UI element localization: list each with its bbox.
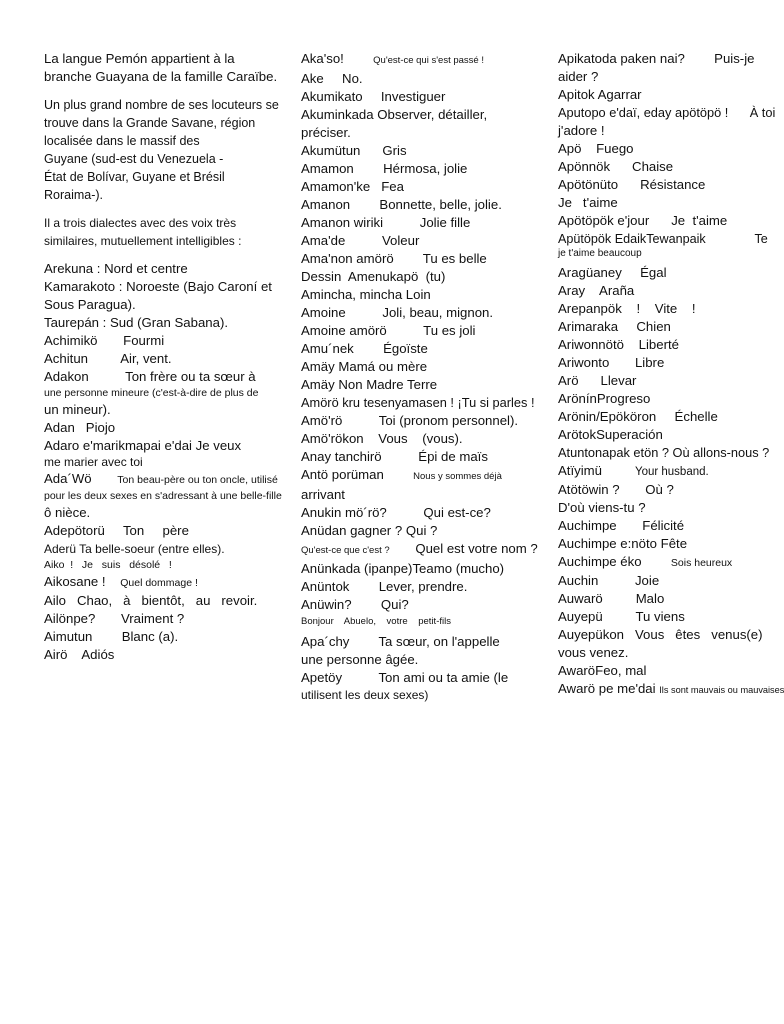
entry: Achimikö Fourmi: [44, 333, 165, 348]
entry: Ama'non amörö Tu es belle: [301, 251, 487, 266]
entry: Amincha, mincha Loin: [301, 287, 431, 302]
entry: Arönin/Epököron Échelle: [558, 409, 718, 424]
entry-continuation: utilisent les deux sexes): [301, 688, 429, 702]
entry: ArönínProgreso: [558, 391, 651, 406]
entry: Auchimpe éko Sois heureux: [558, 554, 733, 569]
entry: Adan Piojo: [44, 420, 116, 435]
entry: Awarö pe me'dai Ils sont mauvais ou mauvaises: [558, 681, 784, 696]
dialect-arekuna: Arekuna : Nord et centre: [44, 261, 188, 276]
entry: Apötönüto Résistance: [558, 177, 706, 192]
entry: Ada´Wö Ton beau-père ou ton oncle, utilisé: [44, 471, 278, 486]
entry: Amö'rökon Vous (vous).: [301, 431, 463, 446]
entry: Atuntonapak etön ? Où allons-nous ?: [558, 445, 770, 460]
entry: Ailönpe? Vraiment ?: [44, 611, 185, 626]
entry-continuation: me marier avec toi: [44, 455, 143, 469]
entry: Akuminkada Observer, détailler,: [301, 107, 488, 122]
entry: Bonjour Abuelo, votre petit-fils: [301, 616, 451, 627]
intro-paragraph-3: Il a trois dialectes avec des voix très similaires, mutuellement intelligibles :: [44, 216, 242, 248]
entry: Ama'de Voleur: [301, 233, 420, 248]
entry: Dessin Amenukapö (tu): [301, 269, 446, 284]
entry-continuation: ô nièce.: [44, 505, 91, 520]
entry: Atïyimü Your husband.: [558, 463, 709, 478]
entry-continuation: pour les deux sexes en s'adressant à une belle-fille: [44, 490, 282, 502]
entry: Auchin Joie: [558, 573, 660, 588]
entry: Qu'est-ce que c'est ? Quel est votre nom ?: [301, 541, 538, 556]
entry-continuation: une personne âgée.: [301, 652, 419, 667]
entry-continuation: une personne mineure (c'est-à-dire de plus de: [44, 387, 259, 399]
entry: Apö Fuego: [558, 141, 634, 156]
entry: Ailo Chao, à bientôt, au revoir.: [44, 593, 258, 608]
entry: Apötöpök e'jour Je t'aime: [558, 213, 728, 228]
entry-continuation: je t'aime beaucoup: [558, 248, 642, 259]
entry: Apitok Agarrar: [558, 87, 642, 102]
entry: Anüntok Lever, prendre.: [301, 579, 468, 594]
entry: AwaröFeo, mal: [558, 663, 647, 678]
dialect-kamarakoto: Kamarakoto : Noroeste (Bajo Caroní et Sous Paragua).: [44, 279, 272, 312]
entry: Anünkada (ipanpe)Teamo (mucho): [301, 561, 505, 576]
entry: Aputopo e'daï, eday apötöpö ! À toi: [558, 105, 776, 120]
entry: Aray Araña: [558, 283, 635, 298]
entry: Auyepü Tu viens: [558, 609, 685, 624]
entry: Adepötorü Ton père: [44, 523, 189, 538]
entry: Aragüaney Égal: [558, 265, 667, 280]
entry: Anüdan gagner ? Qui ?: [301, 523, 438, 538]
entry-continuation: un mineur).: [44, 402, 111, 417]
entry: Anüwin? Qui?: [301, 597, 409, 612]
entry: Ariwonto Libre: [558, 355, 665, 370]
dialect-taurepan: Taurepán : Sud (Gran Sabana).: [44, 315, 229, 330]
entry: Amoine Joli, beau, mignon.: [301, 305, 494, 320]
entry: Aderü Ta belle-soeur (entre elles).: [44, 542, 225, 556]
entry-continuation: vous venez.: [558, 645, 629, 660]
entry: Ake No.: [301, 71, 363, 86]
entry-continuation: arrivant: [301, 487, 345, 502]
entry: Amamon'ke Fea: [301, 179, 404, 194]
entry: Aikosane ! Quel dommage !: [44, 574, 198, 589]
entry: Apönnök Chaise: [558, 159, 674, 174]
entry: Ariwonnötö Liberté: [558, 337, 679, 352]
entry: Arö Llevar: [558, 373, 637, 388]
entry: Amanon Bonnette, belle, jolie.: [301, 197, 502, 212]
intro-paragraph-2: Un plus grand nombre de ses locuteurs se trouve dans la Grande Savane, région localisée dans le massif des Guyane (sud-est du Venezuela - État de Bolívar, Guyane et Brésil Roraima-).: [44, 98, 279, 202]
entry: ArötokSuperación: [558, 427, 663, 442]
entry: Apetöy Ton ami ou ta amie (le: [301, 670, 509, 685]
entry: Auchimpe Félicité: [558, 518, 685, 533]
entry-continuation: aider ?: [558, 69, 599, 84]
entry: Amamon Hérmosa, jolie: [301, 161, 468, 176]
intro-paragraph-1: La langue Pemón appartient à la branche Guayana de la famille Caraïbe.: [44, 51, 278, 84]
entry: Aka'so! Qu'est-ce qui s'est passé !: [301, 51, 484, 66]
entry: Antö porüman Nous y sommes déjà: [301, 467, 502, 482]
column-3: [558, 50, 784, 699]
entry: Apa´chy Ta sœur, on l'appelle: [301, 634, 500, 649]
entry: Adakon Ton frère ou ta sœur à: [44, 369, 256, 384]
entry: Arepanpök ! Vite !: [558, 301, 696, 316]
entry: D'où viens-tu ?: [558, 500, 646, 515]
entry: Amäy Non Madre Terre: [301, 377, 438, 392]
entry: Anukin mö´rö? Qui est-ce?: [301, 505, 491, 520]
entry: Amö'rö Toi (pronom personnel).: [301, 413, 519, 428]
entry: Amörö kru tesenyamasen ! ¡Tu si parles !: [301, 395, 535, 410]
entry: Amanon wiriki Jolie fille: [301, 215, 471, 230]
entry-continuation: préciser.: [301, 125, 351, 140]
entry: Arimaraka Chien: [558, 319, 671, 334]
entry: Airö Adiós: [44, 647, 115, 662]
entry: Aiko ! Je suis désolé !: [44, 559, 172, 571]
entry: Auyepükon Vous êtes venus(e): [558, 627, 763, 642]
entry-continuation: j'adore !: [558, 123, 605, 138]
entry: Auchimpe e:nöto Fête: [558, 536, 688, 551]
entry: Atötöwin ? Où ?: [558, 482, 674, 497]
entry: Aimutun Blanc (a).: [44, 629, 179, 644]
entry: Amoine amörö Tu es joli: [301, 323, 476, 338]
entry: Apikatoda paken nai? Puis-je: [558, 51, 755, 66]
entry: Apütöpök EdaikTewanpaik Te: [558, 232, 768, 246]
entry: Amu´nek Égoïste: [301, 341, 428, 356]
entry: Anay tanchirö Épi de maïs: [301, 449, 488, 464]
entry: Amäy Mamá ou mère: [301, 359, 428, 374]
entry: Adaro e'marikmapai e'dai Je veux: [44, 438, 242, 453]
column-1: [44, 50, 284, 664]
entry: Akumütun Gris: [301, 143, 407, 158]
entry: Auwarö Malo: [558, 591, 665, 606]
entry: Akumikato Investiguer: [301, 89, 446, 104]
entry: Achitun Air, vent.: [44, 351, 172, 366]
column-2: [301, 50, 541, 703]
entry: Je t'aime: [558, 195, 618, 210]
